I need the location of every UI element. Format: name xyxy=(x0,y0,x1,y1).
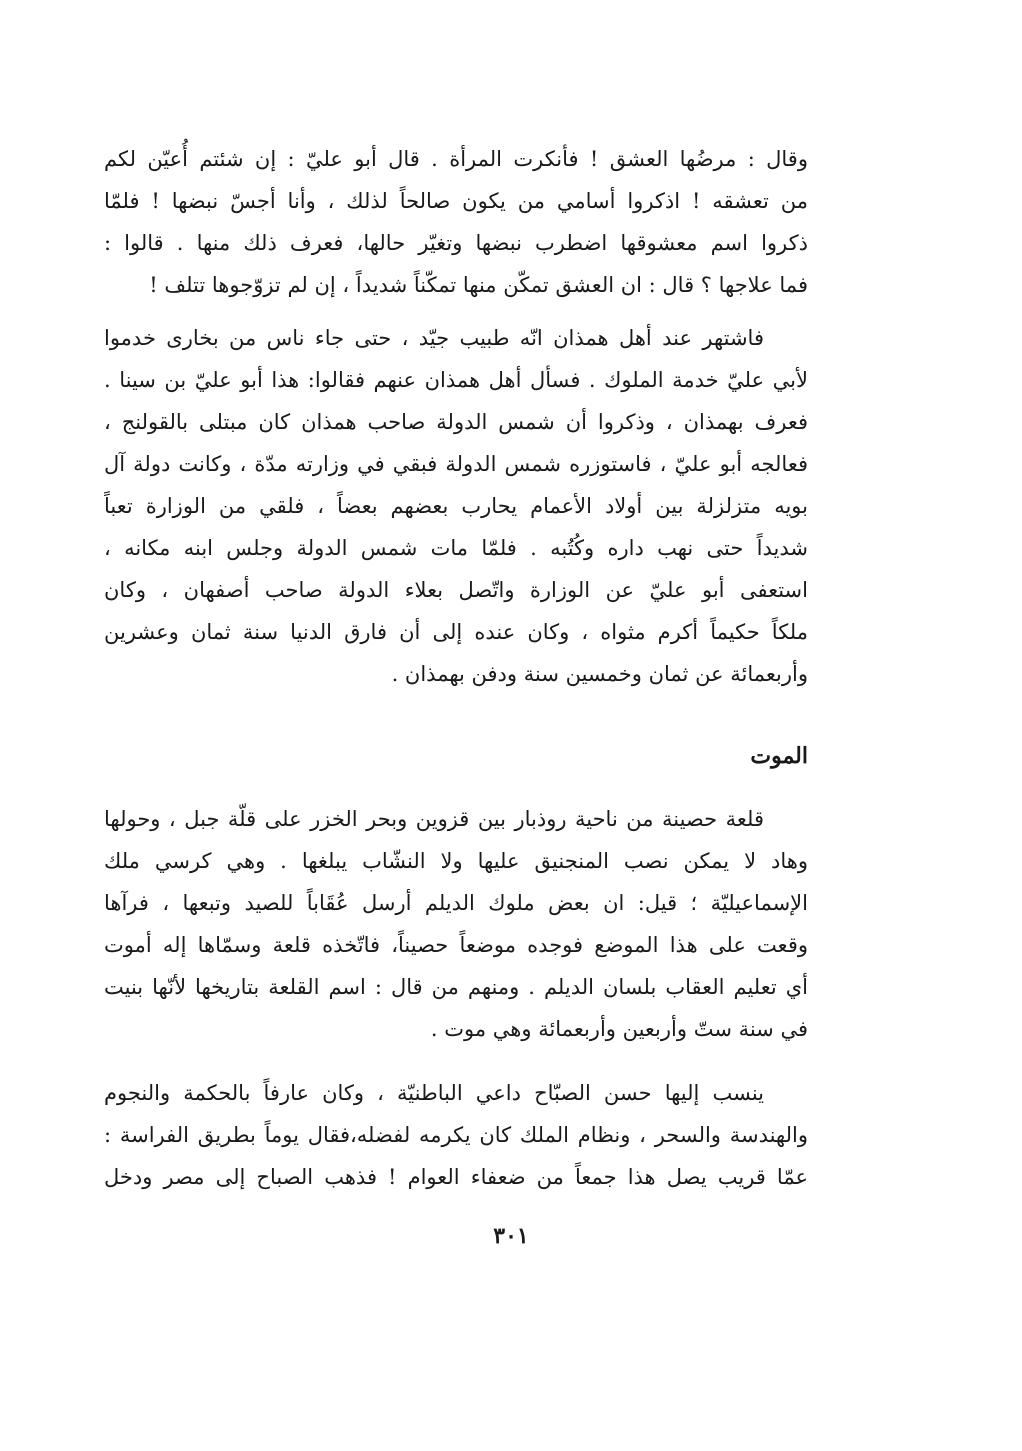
text-line: بويه متزلزلة بين أولاد الأعمام يحارب بعضهم بعضاً ، فلقي من الوزارة تعباً xyxy=(104,494,808,518)
paragraph-illness-love xyxy=(104,138,808,306)
section-heading: الموت xyxy=(750,743,808,769)
text-line: فما علاجها ؟ قال : ان العشق تمكّن منها تمكّناً شديداً ، إن لم تزوّجوها تتلف ! xyxy=(149,273,808,297)
text-line: من تعشقه ! اذكروا أسامي من يكون صالحاً لذلك ، وأنا أجسّ نبضها ! فلمّا xyxy=(104,189,808,213)
paragraph-alamut-fortress xyxy=(104,798,808,1050)
text-line: استعفى أبو عليّ عن الوزارة واتّصل بعلاء الدولة صاحب أصفهان ، وكان xyxy=(104,578,808,602)
text-line: فاشتهر عند أهل همذان انّه طبيب جيّد ، حتى جاء ناس من بخارى خدموا xyxy=(104,326,764,350)
text-line: وأربعمائة عن ثمان وخمسين سنة ودفن بهمذان . xyxy=(391,662,808,686)
paragraph-ibn-sina-hamadan xyxy=(104,317,808,695)
text-line: قلعة حصينة من ناحية روذبار بين قزوين وبحر الخزر على قلّة جبل ، وحولها xyxy=(104,807,764,831)
text-line: ينسب إليها حسن الصبّاح داعي الباطنيّة ، وكان عارفاً بالحكمة والنجوم xyxy=(104,1081,764,1105)
text-line: شديداً حتى نهب داره وكُتُبه . فلمّا مات شمس الدولة وجلس ابنه مكانه ، xyxy=(104,536,808,560)
text-line: فعرف بهمذان ، وذكروا أن شمس الدولة صاحب همذان كان مبتلى بالقولنج ، xyxy=(104,410,808,434)
text-line: فعالجه أبو عليّ ، فاستوزره شمس الدولة فبقي في وزارته مدّة ، وكانت دولة آل xyxy=(104,452,808,476)
text-line: لأبي عليّ خدمة الملوك . فسأل أهل همذان عنهم فقالوا: هذا أبو عليّ بن سينا . xyxy=(104,368,808,392)
text-line: الإسماعيليّة ؛ قيل: ان بعض ملوك الديلم أرسل عُقَاباً للصيد وتبعها ، فرآها xyxy=(104,891,808,915)
paragraph-hasan-sabbah xyxy=(104,1072,808,1198)
text-line: والهندسة والسحر ، ونظام الملك كان يكرمه لفضله،فقال يوماً بطريق الفراسة : xyxy=(104,1123,808,1147)
text-line: ذكروا اسم معشوقها اضطرب نبضها وتغيّر حالها، فعرف ذلك منها . قالوا : xyxy=(104,231,808,255)
text-line: في سنة ستّ وأربعين وأربعمائة وهي موت . xyxy=(430,1017,808,1041)
text-line: وقعت على هذا الموضع فوجده موضعاً حصيناً، فاتّخذه قلعة وسمّاها إله أموت xyxy=(104,933,808,957)
text-line: ملكاً حكيماً أكرم مثواه ، وكان عنده إلى أن فارق الدنيا سنة ثمان وعشرين xyxy=(104,620,808,644)
text-line: عمّا قريب يصل هذا جمعاً من ضعفاء العوام ! فذهب الصباح إلى مصر ودخل xyxy=(104,1165,808,1189)
text-line: أي تعليم العقاب بلسان الديلم . ومنهم من قال : اسم القلعة بتاريخها لأنّها بنيت xyxy=(104,975,808,999)
text-line: وقال : مرضُها العشق ! فأنكرت المرأة . قال أبو عليّ : إن شئتم أُعيّن لكم xyxy=(104,147,808,171)
text-line: وهاد لا يمكن نصب المنجنيق عليها ولا النشّاب يبلغها . وهي كرسي ملك xyxy=(104,849,808,873)
page-number: ٣٠١ xyxy=(493,1223,529,1249)
